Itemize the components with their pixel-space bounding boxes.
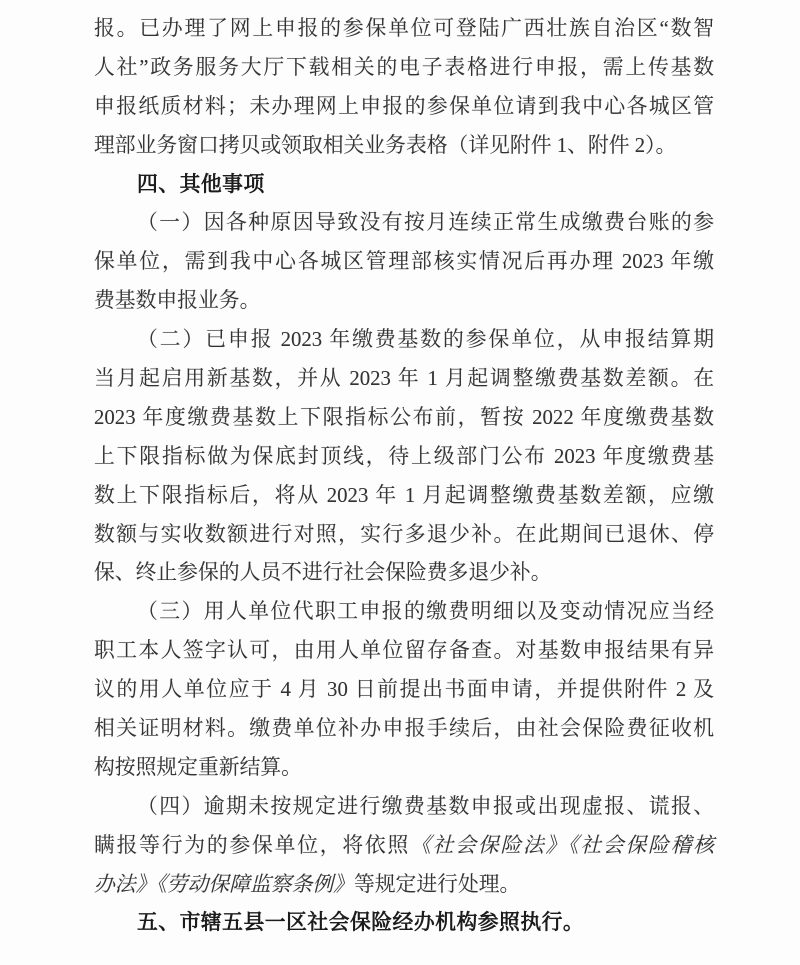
text-segment: （四）逾期未按规定进行缴费基数申报或出现虚报、谎报、: [137, 794, 714, 818]
text-line: [94, 749, 714, 788]
page-body: [94, 10, 714, 943]
text-segment: 申报纸质材料；未办理网上申报的参保单位请到我中心各城区管: [94, 94, 714, 118]
text-line: [94, 360, 714, 399]
text-segment: 数上下限指标后，将从 2023 年 1 月起调整缴费基数差额，应缴: [94, 483, 714, 507]
text-segment: 上下限指标做为保底封顶线，待上级部门公布 2023 年度缴费基: [94, 444, 714, 468]
text-segment: 理部业务窗口拷贝或领取相关业务表格（详见附件 1、附件 2）。: [94, 133, 677, 157]
text-segment: 2023 年度缴费基数上下限指标公布前，暂按 2022 年度缴费基数: [94, 405, 714, 429]
text-segment: 职工本人签字认可，由用人单位留存备查。对基数申报结果有异: [94, 639, 714, 663]
section-heading: [94, 166, 714, 205]
text-line: [94, 10, 714, 49]
text-line: [94, 282, 714, 321]
text-segment: 等规定进行处理。: [353, 872, 521, 896]
text-line: [94, 827, 714, 866]
text-segment: 相关证明材料。缴费单位补办申报手续后，由社会保险费征收机: [94, 717, 714, 741]
text-segment: 保、终止参保的人员不进行社会保险费多退少补。: [94, 561, 552, 585]
text-segment: （一）因各种原因导致没有按月连续正常生成缴费台账的参: [137, 211, 714, 235]
law-title: 办法》《劳动保障监察条例》: [94, 872, 354, 896]
text-segment: 保单位，需到我中心各城区管理部核实情况后再办理 2023 年缴: [94, 250, 714, 274]
text-segment: 构按照规定重新结算。: [94, 755, 302, 779]
text-segment: 议的用人单位应于 4 月 30 日前提出书面申请，并提供附件 2 及: [94, 678, 714, 702]
text-line: [94, 204, 714, 243]
text-line: [94, 866, 714, 905]
text-segment: 当月起启用新基数，并从 2023 年 1 月起调整缴费基数差额。在: [94, 367, 714, 391]
text-line: [94, 88, 714, 127]
text-line: [94, 632, 714, 671]
text-line: [94, 516, 714, 555]
text-line: [94, 127, 714, 166]
text-line: [94, 554, 714, 593]
text-line: [94, 438, 714, 477]
text-segment: 瞒报等行为的参保单位，将依照: [94, 833, 411, 857]
text-line: [94, 788, 714, 827]
text-segment: （二）已申报 2023 年缴费基数的参保单位，从申报结算期: [137, 328, 714, 352]
text-line: [94, 477, 714, 516]
text-line: [94, 671, 714, 710]
text-line: [94, 399, 714, 438]
text-segment: 人社”政务服务大厅下载相关的电子表格进行申报，需上传基数: [94, 55, 714, 79]
text-segment: 报。已办理了网上申报的参保单位可登陆广西壮族自治区“数智: [94, 17, 714, 40]
text-segment: 费基数申报业务。: [94, 289, 261, 313]
section-heading: [94, 904, 714, 943]
text-segment: （三）用人单位代职工申报的缴费明细以及变动情况应当经: [137, 600, 714, 624]
text-line: [94, 49, 714, 88]
text-line: [94, 243, 714, 282]
text-line: [94, 593, 714, 632]
text-segment: 五、市辖五县一区社会保险经办机构参照执行。: [137, 911, 585, 935]
text-line: [94, 710, 714, 749]
law-title: 《社会保险法》《社会保险稽核: [410, 833, 714, 857]
text-segment: 数额与实收数额进行对照，实行多退少补。在此期间已退休、停: [94, 522, 714, 546]
text-line: [94, 321, 714, 360]
text-segment: 四、其他事项: [137, 172, 265, 196]
